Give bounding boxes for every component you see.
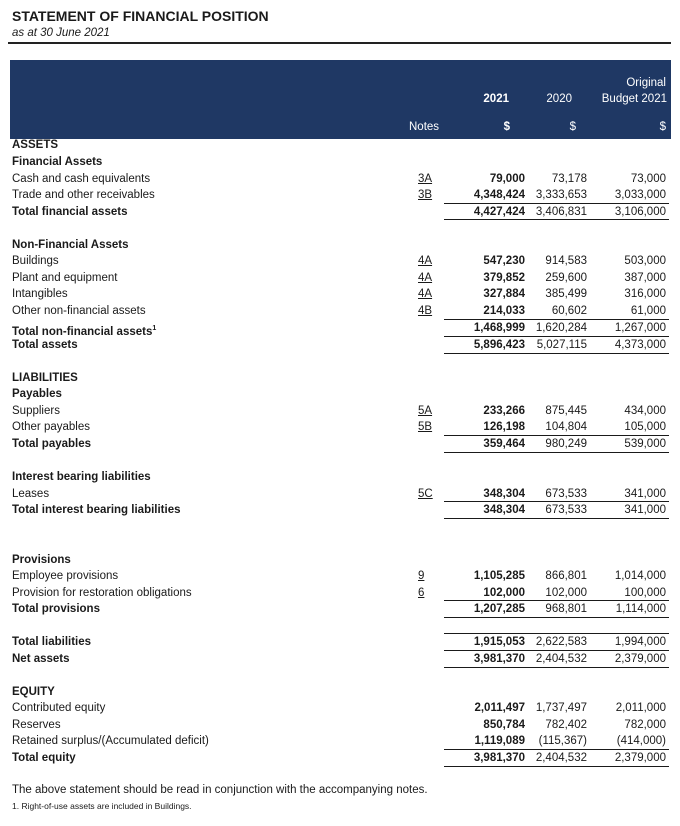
footnote: 1. Right-of-use assets are included in Buildings. [12,801,192,811]
column-header-band [10,60,671,139]
subsection-heading: Non-Financial Assets [12,239,129,251]
note-ref: 4A [418,255,433,267]
col-header-2020: 2020 [546,93,572,105]
table-row: Reserves 850,784 782,402 782,000 [12,719,666,731]
total-rule [581,766,669,767]
total-rule [444,650,585,651]
total-rule [581,518,669,519]
total-rule [444,353,585,354]
table-row: Employee provisions 9 1,105,285 866,801 1,014,000 [12,570,666,582]
col-header-2021: 2021 [483,93,509,105]
table-row: Leases 5C 348,304 673,533 341,000 [12,488,666,500]
total-rule [444,319,585,320]
total-rule [581,633,669,634]
table-row: Intangibles 4A 327,884 385,499 316,000 [12,288,666,300]
table-row: Provision for restoration obligations 6 102,000 102,000 100,000 [12,587,666,599]
col-header-notes: Notes [409,121,440,133]
total-rule [581,452,669,453]
note-ref: 4B [418,305,433,317]
total-rule [581,749,669,750]
total-row: Total interest bearing liabilities 348,304 673,533 341,000 [12,504,666,516]
col-currency-2020: $ [569,121,576,133]
subsection-heading: Interest bearing liabilities [12,471,151,483]
note-ref: 5C [418,488,433,500]
table-row: Trade and other receivables 3B 4,348,424 3,333,653 3,033,000 [12,189,666,201]
total-row: Total liabilities 1,915,053 2,622,583 1,994,000 [12,636,666,648]
col-currency-2021: $ [503,121,510,133]
total-rule [581,501,669,502]
note-ref: 9 [418,570,425,582]
total-rule [444,600,585,601]
total-rule [581,435,669,436]
table-row: Other non-financial assets 4B 214,033 60,602 61,000 [12,305,666,317]
total-row: Net assets 3,981,370 2,404,532 2,379,000 [12,653,666,665]
section-heading: ASSETS [12,139,59,151]
note-ref: 5B [418,421,433,433]
note-ref: 3A [418,173,433,185]
note-ref: 4A [418,272,433,284]
total-row: Total equity 3,981,370 2,404,532 2,379,000 [12,752,666,764]
total-row: Total financial assets 4,427,424 3,406,831 3,106,000 [12,206,666,218]
total-rule [444,203,585,204]
total-row: Total payables 359,464 980,249 539,000 [12,438,666,450]
total-rule [444,336,585,337]
note-ref: 5A [418,405,433,417]
note-ref: 3B [418,189,433,201]
total-rule [581,600,669,601]
total-rule [581,219,669,220]
col-header-budget-line2: Budget 2021 [601,93,667,105]
table-row: Suppliers 5A 233,266 875,445 434,000 [12,405,666,417]
total-rule [444,617,585,618]
section-heading: LIABILITIES [12,372,78,384]
subsection-heading: Provisions [12,554,71,566]
total-rule [581,650,669,651]
total-row: Total provisions 1,207,285 968,801 1,114,000 [12,603,666,615]
total-rule [444,633,585,634]
total-rule [581,667,669,668]
subsection-heading: Payables [12,388,62,400]
total-rule [444,501,585,502]
table-row: Plant and equipment 4A 379,852 259,600 387,000 [12,272,666,284]
table-row: Contributed equity 2,011,497 1,737,497 2,011,000 [12,702,666,714]
table-row: Buildings 4A 547,230 914,583 503,000 [12,255,666,267]
total-rule [444,667,585,668]
section-heading: EQUITY [12,686,55,698]
footnote-marker: 1 [152,325,157,332]
total-rule [444,749,585,750]
total-rule [581,203,669,204]
total-row: Total assets 5,896,423 5,027,115 4,373,000 [12,339,666,351]
total-rule [444,219,585,220]
total-rule [581,353,669,354]
total-rule [444,435,585,436]
table-row: Cash and cash equivalents 3A 79,000 73,178 73,000 [12,173,666,185]
total-rule [444,452,585,453]
table-row: Other payables 5B 126,198 104,804 105,000 [12,421,666,433]
total-rule [581,319,669,320]
page-title: STATEMENT OF FINANCIAL POSITION [12,8,269,24]
title-rule [8,42,671,44]
total-rule [581,617,669,618]
page-subtitle: as at 30 June 2021 [12,27,110,39]
statement-note: The above statement should be read in conjunction with the accompanying notes. [12,784,428,796]
total-rule [581,336,669,337]
total-rule [444,518,585,519]
subsection-heading: Financial Assets [12,156,103,168]
table-row: Retained surplus/(Accumulated deficit) 1,119,089 (115,367) (414,000) [12,735,666,747]
total-row: Total non-financial assets$^1$ 1,468,999 1,620,284 1,267,000 [12,322,666,338]
col-header-budget-line1: Original [626,77,666,89]
total-rule [444,766,585,767]
note-ref: 6 [418,587,425,599]
note-ref: 4A [418,288,433,300]
col-currency-budget: $ [659,121,666,133]
